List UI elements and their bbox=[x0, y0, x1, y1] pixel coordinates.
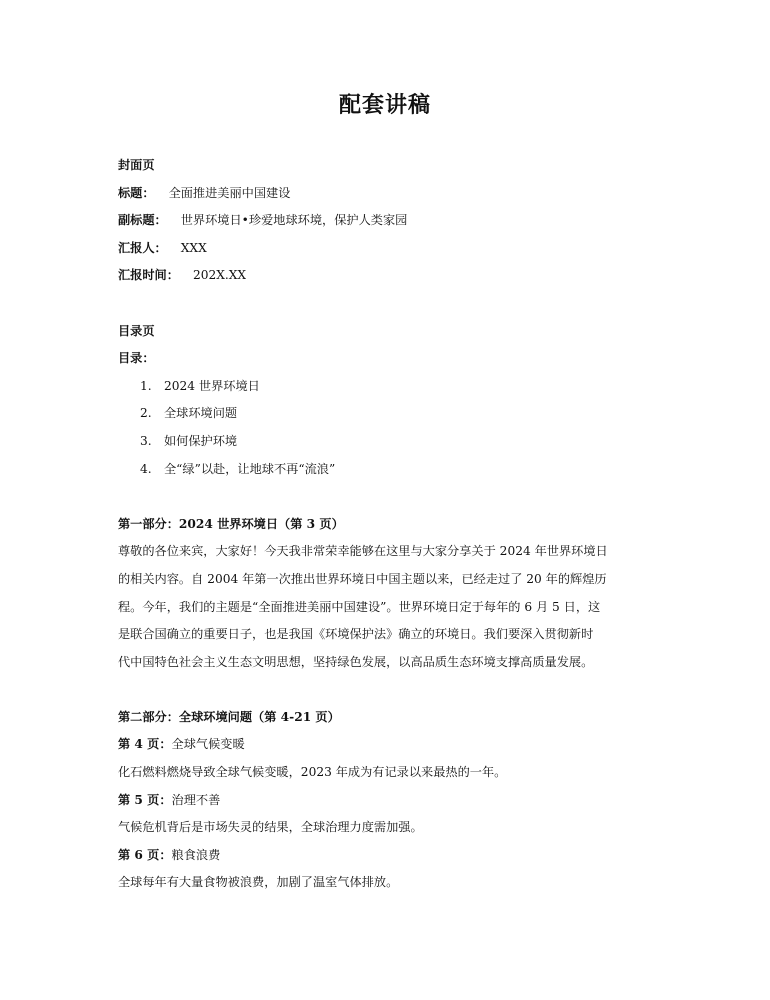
part2-heading: 第二部分：全球环境问题（第 4-21 页） bbox=[118, 709, 340, 724]
toc-item-number: 2. bbox=[140, 406, 152, 421]
part2-page-heading bbox=[118, 731, 658, 759]
toc-item bbox=[140, 428, 658, 456]
part2-page-label: 第 4 页： bbox=[118, 737, 172, 752]
section-spacer bbox=[118, 290, 658, 318]
cover-time-row bbox=[118, 262, 658, 290]
part1-paragraph-line: 是联合国确立的重要日子，也是我国《环境保护法》确立的环境日。我们要深入贯彻新时 bbox=[118, 627, 594, 642]
part1-heading: 第一部分：2024 世界环境日（第 3 页） bbox=[118, 516, 344, 531]
document-body bbox=[118, 152, 658, 897]
part2-page-topic: 粮食浪费 bbox=[171, 847, 221, 862]
cover-subtitle-row bbox=[118, 207, 658, 235]
cover-time-value: 202X.XX bbox=[192, 268, 247, 283]
toc-item-number: 3. bbox=[140, 433, 152, 448]
cover-title-row bbox=[118, 180, 658, 208]
toc-label: 目录： bbox=[118, 351, 155, 366]
part1-paragraph-line: 程。今年，我们的主题是“全面推进美丽中国建设”。世界环境日定于每年的 6 月 5 日，这 bbox=[118, 599, 601, 614]
toc-item-text: 全“绿”以赴，让地球不再“流浪” bbox=[164, 461, 336, 476]
section-spacer bbox=[118, 483, 658, 511]
toc-item bbox=[140, 373, 658, 401]
toc-item bbox=[140, 456, 658, 484]
cover-title-value: 全面推进美丽中国建设 bbox=[168, 185, 291, 200]
part2-page-topic: 全球气候变暖 bbox=[171, 737, 245, 752]
toc-section-heading: 目录页 bbox=[118, 323, 155, 338]
cover-reporter-label: 汇报人： bbox=[118, 240, 167, 255]
part2-page-text: 化石燃料燃烧导致全球气候变暖，2023 年成为有记录以来最热的一年。 bbox=[118, 765, 507, 780]
part2-page-topic: 治理不善 bbox=[171, 792, 221, 807]
toc-item-number: 4. bbox=[140, 461, 152, 476]
cover-subtitle-value: 世界环境日•珍爱地球环境，保护人类家园 bbox=[180, 213, 408, 228]
page-title: 配套讲稿 bbox=[338, 92, 431, 118]
toc-item-number: 1. bbox=[140, 378, 152, 393]
part2-page-label: 第 5 页： bbox=[118, 792, 172, 807]
part1-paragraph-line: 代中国特色社会主义生态文明思想，坚持绿色发展，以高品质生态环境支撑高质量发展。 bbox=[118, 654, 594, 669]
cover-title-label: 标题： bbox=[118, 185, 155, 200]
toc-item-text: 全球环境问题 bbox=[164, 406, 238, 421]
part2-page-heading bbox=[118, 787, 658, 815]
cover-reporter-row bbox=[118, 235, 658, 263]
part2-page-label: 第 6 页： bbox=[118, 847, 172, 862]
toc-item-text: 如何保护环境 bbox=[164, 433, 238, 448]
section-spacer bbox=[118, 676, 658, 704]
part2-page-text: 全球每年有大量食物被浪费，加剧了温室气体排放。 bbox=[118, 875, 399, 890]
cover-reporter-value: XXX bbox=[180, 240, 207, 255]
cover-section-heading: 封面页 bbox=[118, 158, 155, 172]
part2-page-text: 气候危机背后是市场失灵的结果，全球治理力度需加强。 bbox=[118, 820, 423, 835]
toc-list bbox=[118, 373, 658, 483]
part1-paragraph-line: 的相关内容。自 2004 年第一次推出世界环境日中国主题以来，已经走过了 20 年的辉煌历 bbox=[118, 571, 607, 586]
cover-subtitle-label: 副标题： bbox=[118, 213, 167, 228]
toc-item-text: 2024 世界环境日 bbox=[164, 378, 260, 393]
part2-page-heading bbox=[118, 842, 658, 870]
cover-time-label: 汇报时间： bbox=[118, 268, 179, 283]
part1-paragraph-line: 尊敬的各位来宾，大家好！今天我非常荣幸能够在这里与大家分享关于 2024 年世界环境日 bbox=[118, 544, 608, 559]
toc-item bbox=[140, 400, 658, 428]
